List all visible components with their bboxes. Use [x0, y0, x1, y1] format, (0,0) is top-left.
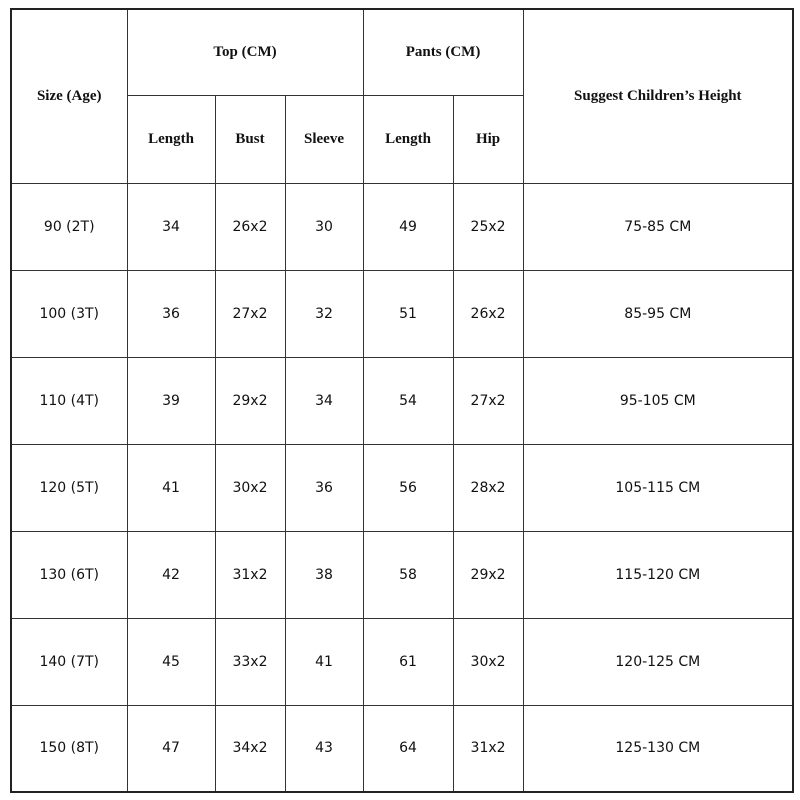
cell-size: 90 (2T): [11, 183, 127, 270]
cell-bust: 26x2: [215, 183, 285, 270]
cell-size: 100 (3T): [11, 270, 127, 357]
table-row: [11, 618, 793, 705]
table-row: [11, 444, 793, 531]
cell-hip: 28x2: [453, 444, 523, 531]
header-row-groups: [11, 9, 793, 95]
cell-bust: 29x2: [215, 357, 285, 444]
header-top-length: Length: [127, 95, 215, 183]
cell-bust: 31x2: [215, 531, 285, 618]
cell-top-length: 41: [127, 444, 215, 531]
header-top-sleeve: Sleeve: [285, 95, 363, 183]
size-chart-table: [10, 8, 794, 793]
cell-bust: 34x2: [215, 705, 285, 792]
cell-height: 105-115 CM: [523, 444, 793, 531]
cell-pants-length: 56: [363, 444, 453, 531]
cell-pants-length: 51: [363, 270, 453, 357]
cell-top-length: 39: [127, 357, 215, 444]
table-row: [11, 705, 793, 792]
cell-bust: 30x2: [215, 444, 285, 531]
cell-sleeve: 30: [285, 183, 363, 270]
cell-pants-length: 58: [363, 531, 453, 618]
header-suggested-height: Suggest Children’s Height: [523, 9, 793, 183]
cell-height: 85-95 CM: [523, 270, 793, 357]
header-pants-group: Pants (CM): [363, 9, 523, 95]
size-chart-body: [11, 183, 793, 792]
cell-size: 120 (5T): [11, 444, 127, 531]
cell-height: 75-85 CM: [523, 183, 793, 270]
cell-pants-length: 61: [363, 618, 453, 705]
cell-top-length: 34: [127, 183, 215, 270]
cell-sleeve: 34: [285, 357, 363, 444]
cell-hip: 30x2: [453, 618, 523, 705]
table-row: [11, 270, 793, 357]
cell-sleeve: 36: [285, 444, 363, 531]
cell-sleeve: 43: [285, 705, 363, 792]
cell-height: 95-105 CM: [523, 357, 793, 444]
header-size-age: Size (Age): [11, 9, 127, 183]
cell-sleeve: 41: [285, 618, 363, 705]
cell-top-length: 36: [127, 270, 215, 357]
cell-hip: 31x2: [453, 705, 523, 792]
cell-height: 120-125 CM: [523, 618, 793, 705]
cell-sleeve: 38: [285, 531, 363, 618]
cell-sleeve: 32: [285, 270, 363, 357]
header-top-bust: Bust: [215, 95, 285, 183]
cell-size: 140 (7T): [11, 618, 127, 705]
cell-size: 110 (4T): [11, 357, 127, 444]
cell-pants-length: 49: [363, 183, 453, 270]
header-pants-length: Length: [363, 95, 453, 183]
cell-hip: 27x2: [453, 357, 523, 444]
cell-height: 125-130 CM: [523, 705, 793, 792]
table-row: [11, 183, 793, 270]
header-top-group: Top (CM): [127, 9, 363, 95]
cell-bust: 27x2: [215, 270, 285, 357]
cell-top-length: 42: [127, 531, 215, 618]
cell-pants-length: 64: [363, 705, 453, 792]
cell-top-length: 47: [127, 705, 215, 792]
cell-hip: 25x2: [453, 183, 523, 270]
cell-height: 115-120 CM: [523, 531, 793, 618]
cell-top-length: 45: [127, 618, 215, 705]
cell-hip: 29x2: [453, 531, 523, 618]
header-pants-hip: Hip: [453, 95, 523, 183]
cell-bust: 33x2: [215, 618, 285, 705]
cell-size: 150 (8T): [11, 705, 127, 792]
cell-pants-length: 54: [363, 357, 453, 444]
cell-size: 130 (6T): [11, 531, 127, 618]
table-row: [11, 357, 793, 444]
table-row: [11, 531, 793, 618]
cell-hip: 26x2: [453, 270, 523, 357]
